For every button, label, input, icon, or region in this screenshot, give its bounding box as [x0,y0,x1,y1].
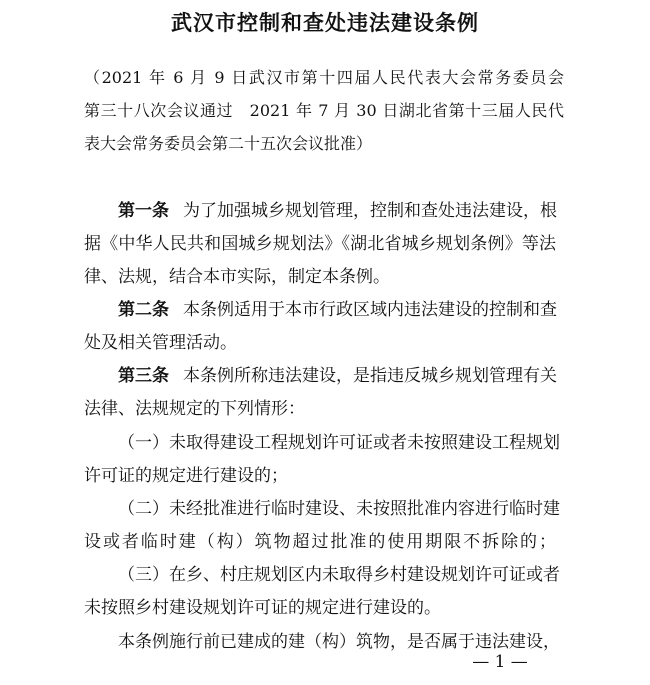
subtitle-line: （2021 年 6 月 9 日武汉市第十四届人民代表大会常务委员会 [84,68,564,87]
subtitle-line: 第三十八次会议通过 2021 年 7 月 30 日湖北省第十三届人民代 [84,101,564,120]
page-number: — 1 — [472,652,528,672]
closing-line: 本条例施行前已建成的建（构）筑物，是否属于违法建设， [118,632,560,652]
item-3-first-line: （三）在乡、村庄规划区内未取得乡村建设规划许可证或者 [118,565,560,585]
article-label: 第三条 [118,366,169,386]
article-1-first-line [118,199,556,223]
item-3-line: 未按照乡村建设规划许可证的规定进行建设的。 [84,598,441,618]
article-3-first-line [118,364,556,388]
article-1-line: 律、法规，结合本市实际，制定本条例。 [84,267,390,287]
article-2-line: 处及相关管理活动。 [84,333,237,353]
article-label: 第一条 [118,201,169,221]
item-2-first-line: （二）未经批准进行临时建设、未按照批准内容进行临时建 [118,499,560,519]
document-title: 武汉市控制和查处违法建设条例 [171,10,479,35]
item-2-line: 设或者临时建（构）筑物超过批准的使用期限不拆除的； [84,532,556,552]
article-label: 第二条 [118,300,169,320]
article-text: 本条例适用于本市行政区域内违法建设的控制和查 [183,300,557,320]
article-1-line: 据《中华人民共和国城乡规划法》《湖北省城乡规划条例》等法 [84,234,556,254]
item-1-line: 许可证的规定进行建设的； [84,466,288,486]
article-text: 为了加强城乡规划管理，控制和查处违法建设，根 [183,201,557,221]
article-2-first-line [118,298,556,322]
subtitle-line: 表大会常务委员会第二十五次会议批准） [84,134,373,153]
article-text: 本条例所称违法建设，是指违反城乡规划管理有关 [183,366,557,386]
item-1-first-line: （一）未取得建设工程规划许可证或者未按照建设工程规划 [118,433,560,453]
article-3-line: 法律、法规规定的下列情形： [84,399,305,419]
